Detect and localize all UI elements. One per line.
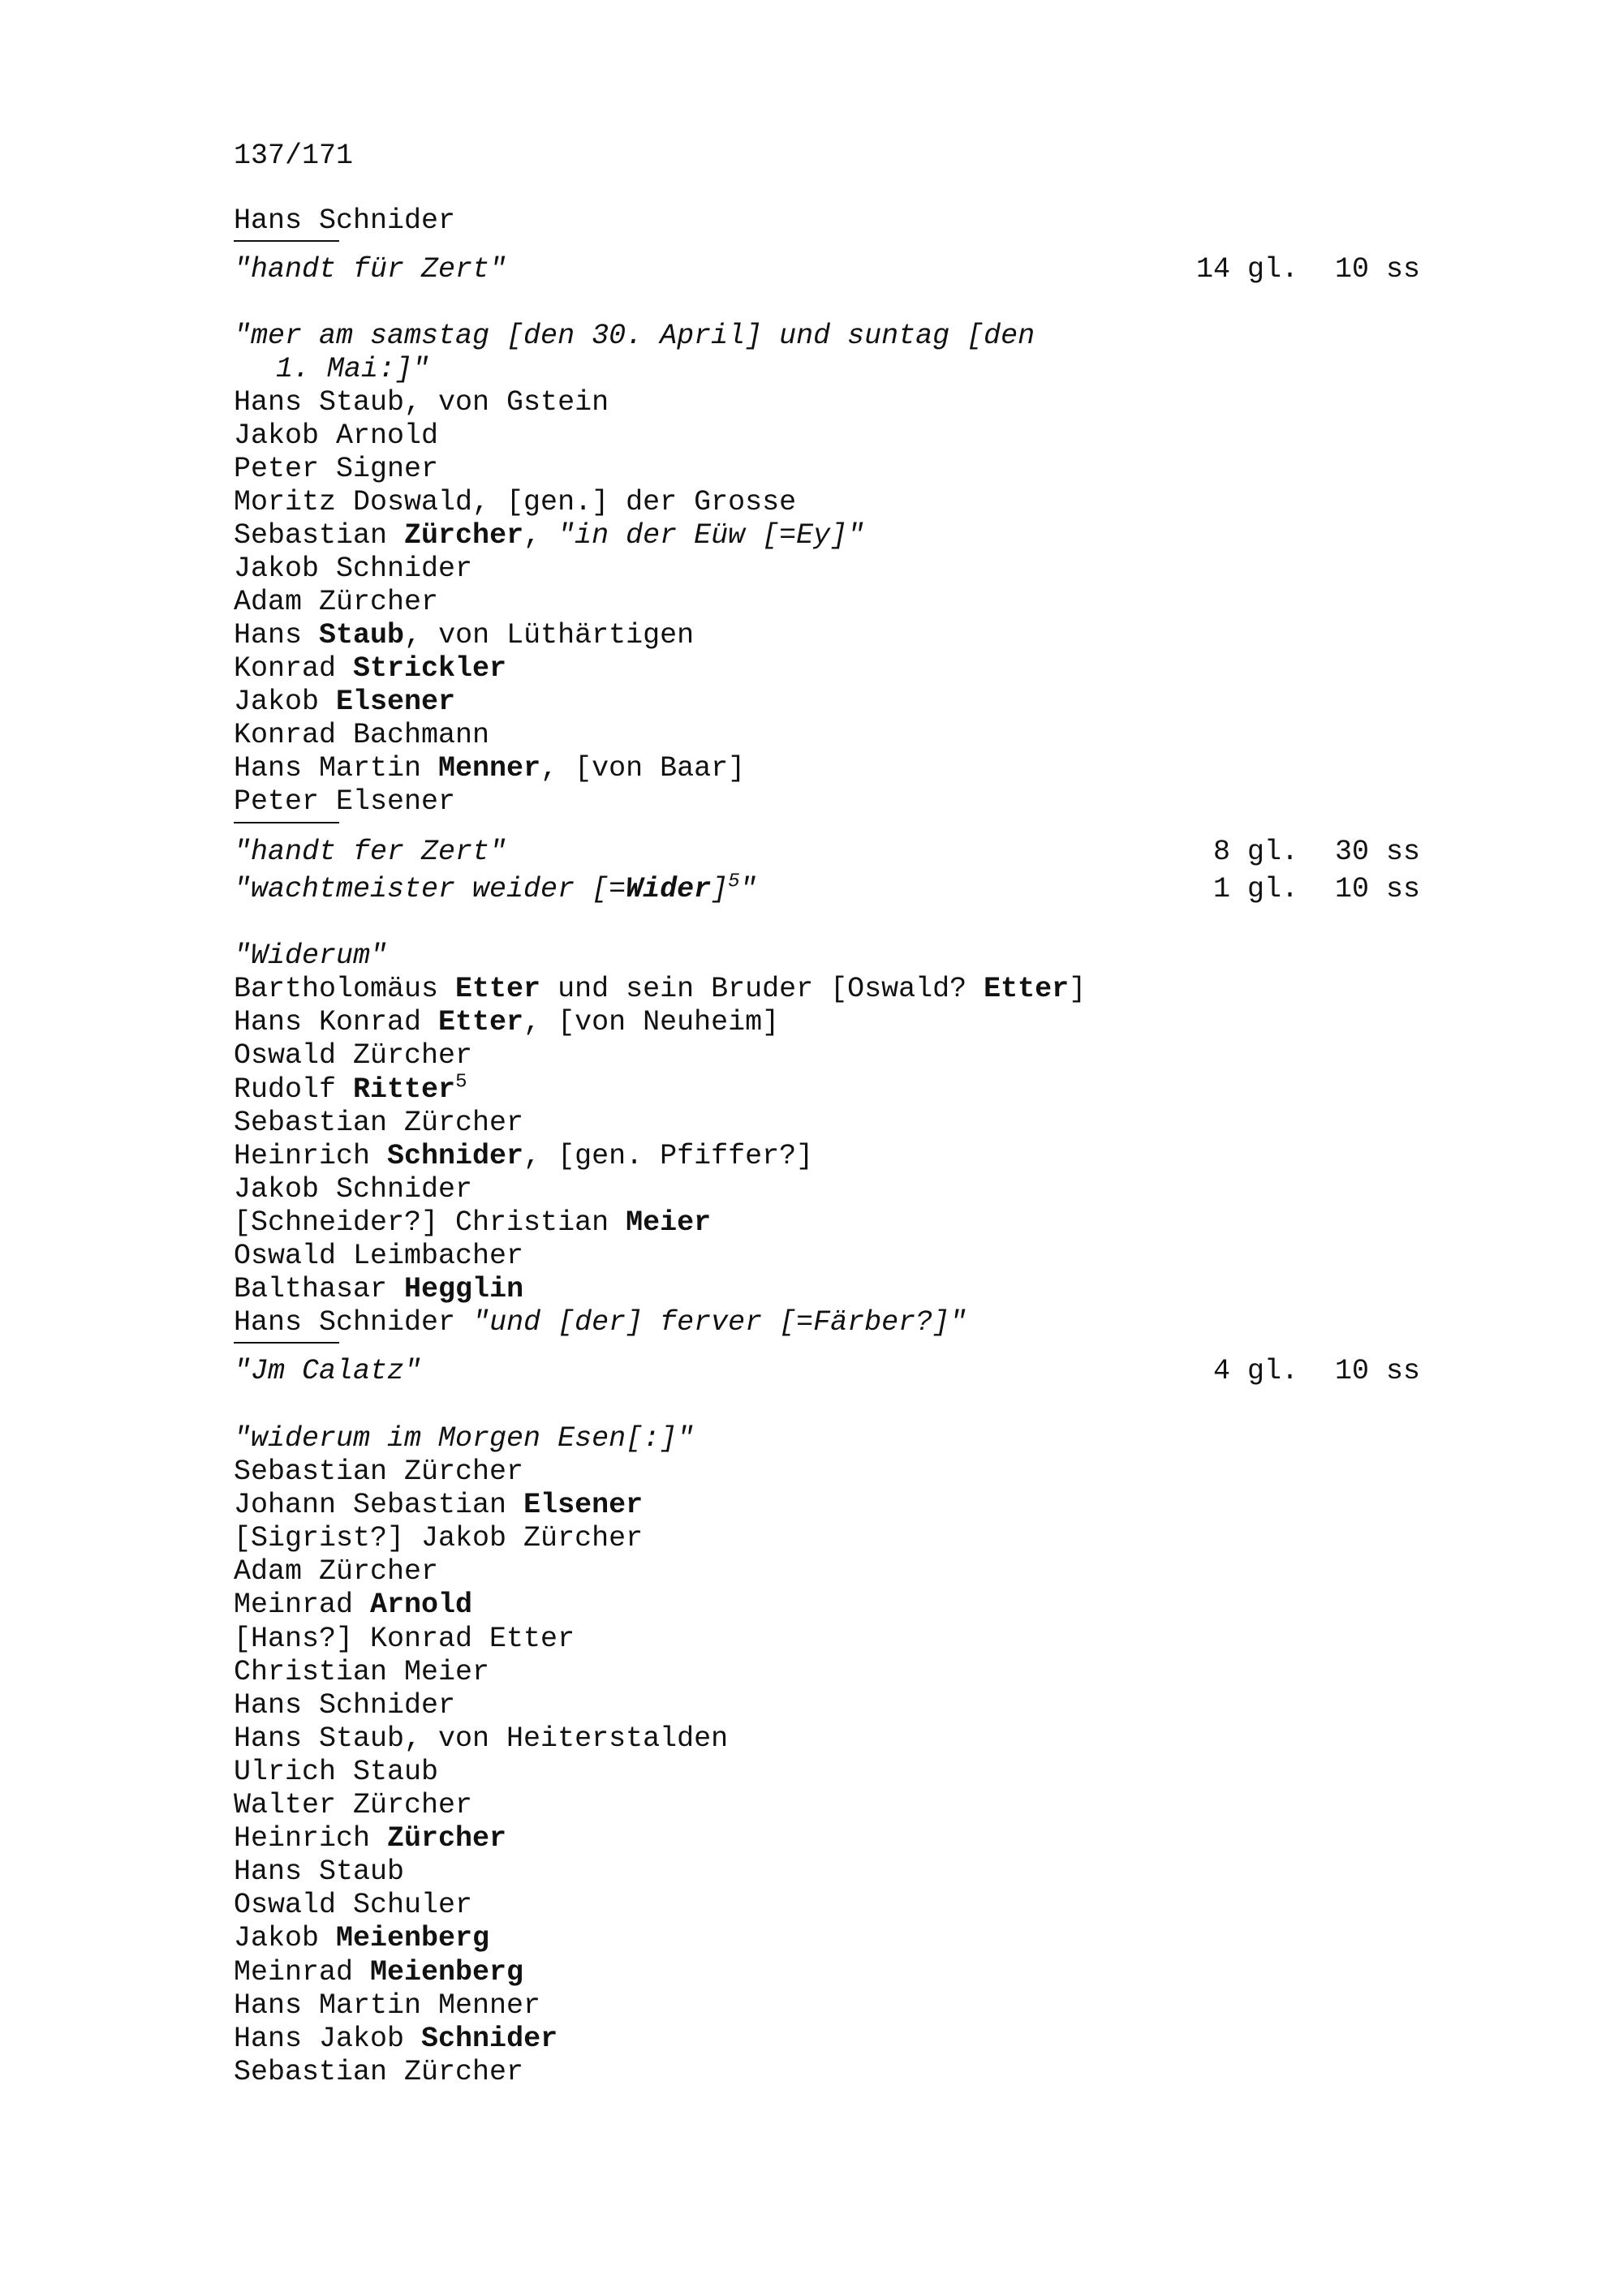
block-1-name-line: Sebastian Zürcher, "in der Eüw [=Ey]"	[234, 519, 865, 552]
block-1-name-line: Hans Staub, von Gstein	[234, 386, 609, 419]
block-1-name-line: Jakob Elsener	[234, 686, 456, 718]
block-1-name-line: Peter Elsener	[234, 785, 456, 818]
entry-2-ss: 30 ss	[1334, 836, 1420, 868]
entry-2-gl: 8 gl.	[1212, 836, 1298, 868]
block-2-line: Hans Konrad Etter, [von Neuheim]	[234, 1006, 780, 1038]
block-3-name-line: Meinrad Arnold	[234, 1589, 473, 1622]
entry-3-gl: 1 gl.	[1212, 873, 1298, 905]
block-1-name-line: Hans Staub, von Lüthärtigen	[234, 619, 695, 651]
block-3-name-line: Jakob Meienberg	[234, 1922, 490, 1955]
block-1-name-line: Moritz Doswald, [gen.] der Grosse	[234, 486, 797, 518]
block-3-name-line: Sebastian Zürcher	[234, 1455, 524, 1488]
block-3-name-line: Ulrich Staub	[234, 1755, 439, 1788]
block-1-intro-a: "mer am samstag [den 30. April] und suntag [den	[234, 320, 1035, 352]
block-3-name-line: Johann Sebastian Elsener	[234, 1489, 644, 1522]
header-person: Hans Schnider	[234, 204, 456, 237]
entry-1-label: "handt für Zert"	[234, 253, 507, 286]
block-1-name-line: Konrad Strickler	[234, 652, 507, 685]
block-3-intro: "widerum im Morgen Esen[:]"	[234, 1422, 695, 1455]
block-1-name-line: Hans Martin Menner, [von Baar]	[234, 752, 746, 785]
block-2-line: Jakob Schnider	[234, 1173, 473, 1206]
entry-3-label: "wachtmeister weider [=Wider]$^5$"	[234, 871, 757, 905]
block-3-name-line: Hans Staub, von Heiterstalden	[234, 1722, 729, 1755]
block-2-intro: "Widerum"	[234, 939, 388, 972]
entry-4-ss: 10 ss	[1334, 1355, 1420, 1387]
block-1-name-line: Peter Signer	[234, 453, 439, 485]
block-2-line: Sebastian Zürcher	[234, 1107, 524, 1139]
block-2-line: Oswald Leimbacher	[234, 1240, 524, 1272]
block-1-intro-b: 1. Mai:]"	[276, 353, 430, 385]
block-3-name-line: Heinrich Zürcher	[234, 1822, 507, 1855]
block-3-name-line: Sebastian Zürcher	[234, 2055, 524, 2088]
block-3-name-line: [Hans?] Konrad Etter	[234, 1622, 575, 1655]
block-3-name-line: Meinrad Meienberg	[234, 1955, 524, 1989]
entry-1-ss: 10 ss	[1334, 253, 1420, 286]
divider-rule	[234, 822, 339, 823]
block-2-line: Balthasar Hegglin	[234, 1273, 524, 1305]
block-3-name-line: Oswald Schuler	[234, 1889, 473, 1922]
block-2-line: Heinrich Schnider, [gen. Pfiffer?]	[234, 1140, 814, 1172]
divider-rule	[234, 1342, 339, 1344]
block-2-line: [Schneider?] Christian Meier	[234, 1206, 712, 1239]
block-1-name-line: Jakob Arnold	[234, 419, 439, 452]
page-number: 137/171	[234, 140, 354, 172]
block-1-name-line: Adam Zürcher	[234, 586, 439, 618]
block-1-name-line: Jakob Schnider	[234, 553, 473, 585]
block-3-name-line: Hans Martin Menner	[234, 1989, 541, 2022]
block-2-line: Bartholomäus Etter und sein Bruder [Oswald? Etter]	[234, 973, 1087, 1005]
block-1-name-line: Konrad Bachmann	[234, 719, 490, 751]
block-3-name-line: Hans Jakob Schnider	[234, 2022, 558, 2055]
entry-2-label: "handt fer Zert"	[234, 836, 507, 868]
entry-4-label: "Jm Calatz"	[234, 1355, 422, 1387]
block-3-name-line: Hans Staub	[234, 1855, 405, 1889]
divider-rule	[234, 240, 339, 242]
block-3-name-line: [Sigrist?] Jakob Zürcher	[234, 1522, 644, 1555]
entry-3-ss: 10 ss	[1334, 873, 1420, 905]
block-2-line: Oswald Zürcher	[234, 1039, 473, 1072]
block-3-name-line: Hans Schnider	[234, 1688, 456, 1722]
block-3-name-line: Walter Zürcher	[234, 1789, 473, 1821]
block-2-line: Rudolf Ritter$^5$	[234, 1071, 467, 1106]
entry-4-gl: 4 gl.	[1212, 1355, 1298, 1387]
block-3-name-line: Christian Meier	[234, 1655, 490, 1688]
entry-1-gl: 14 gl.	[1195, 253, 1298, 286]
block-3-name-line: Adam Zürcher	[234, 1555, 439, 1589]
block-2-line: Hans Schnider "und [der] ferver [=Färber?]"	[234, 1306, 967, 1339]
